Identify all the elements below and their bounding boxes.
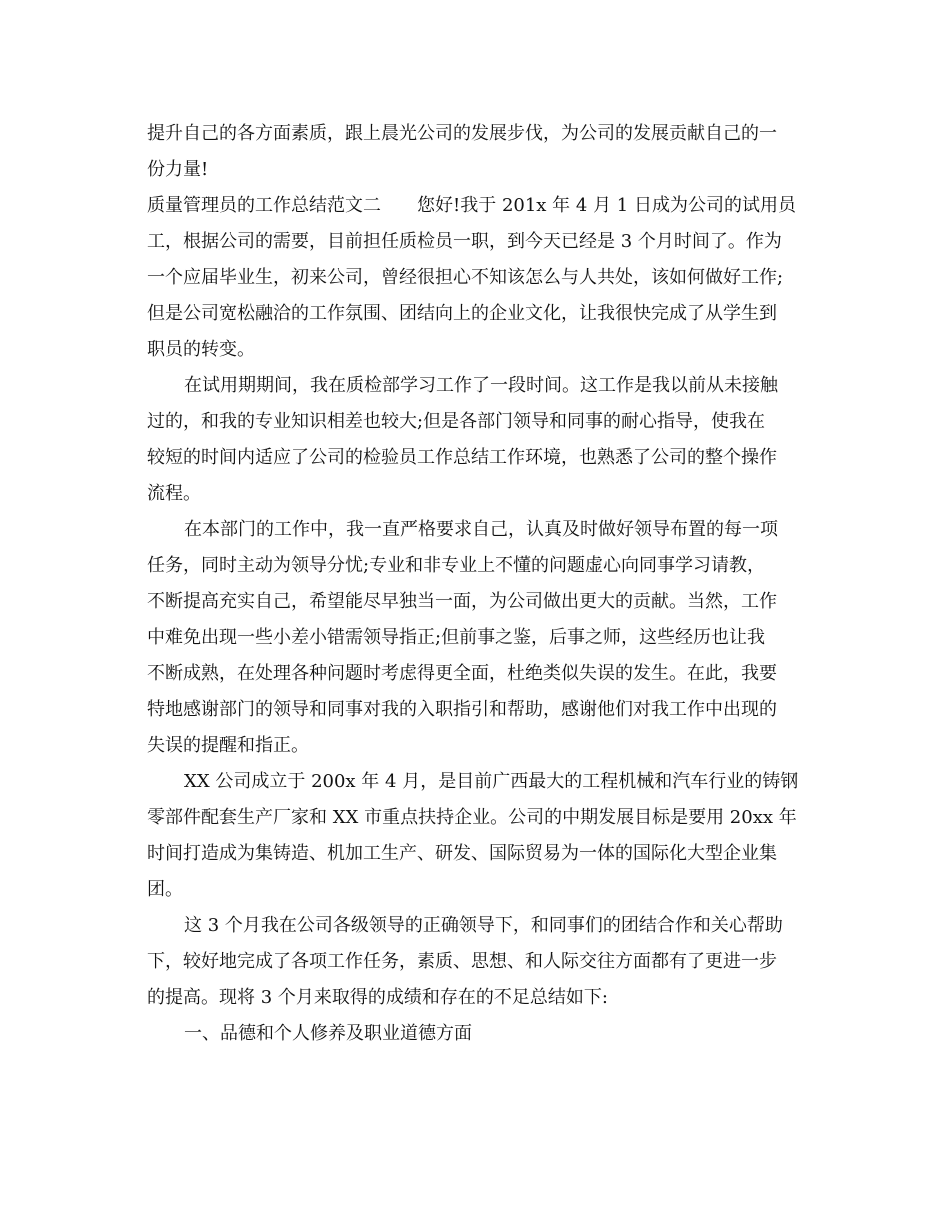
- text-line: 不断成熟，在处理各种问题时考虑得更全面，杜绝类似失误的发生。在此，我要: [147, 663, 777, 684]
- text-line: 流程。: [147, 483, 201, 504]
- text-line: 但是公司宽松融洽的工作氛围、团结向上的企业文化，让我很快完成了从学生到: [147, 303, 777, 324]
- paragraph-start-line: 在本部门的工作中，我一直严格要求自己，认真及时做好领导布置的每一项: [184, 519, 778, 540]
- section-title: 质量管理员的工作总结范文二: [147, 195, 381, 216]
- text-line: 中难免出现一些小差小错需领导指正;但前事之鉴，后事之师，这些经历也让我: [147, 627, 766, 648]
- text-line: 一个应届毕业生，初来公司，曾经很担心不知该怎么与人共处，该如何做好工作;: [147, 267, 784, 288]
- text-line: 的提高。现将 3 个月来取得的成绩和存在的不足总结如下:: [147, 987, 608, 1008]
- text-line: 份力量!: [147, 159, 209, 180]
- text-line: 下，较好地完成了各项工作任务，素质、思想、和人际交往方面都有了更进一步: [147, 951, 777, 972]
- text-line: 团。: [147, 879, 183, 900]
- text-line: 较短的时间内适应了公司的检验员工作总结工作环境，也熟悉了公司的整个操作: [147, 447, 777, 468]
- text-line: 工，根据公司的需要，目前担任质检员一职，到今天已经是 3 个月时间了。作为: [147, 231, 782, 252]
- section-heading: 一、品德和个人修养及职业道德方面: [184, 1023, 472, 1044]
- text-line: 职员的转变。: [147, 339, 255, 360]
- paragraph-start-line: 在试用期期间，我在质检部学习工作了一段时间。这工作是我以前从未接触: [184, 375, 778, 396]
- text-line: 失误的提醒和指正。: [147, 735, 309, 756]
- paragraph-start-line: XX 公司成立于 200x 年 4 月，是目前广西最大的工程机械和汽车行业的铸钢: [184, 771, 799, 792]
- text-line: 提升自己的各方面素质，跟上晨光公司的发展步伐，为公司的发展贡献自己的一: [147, 123, 777, 144]
- text-line: 不断提高充实自己，希望能尽早独当一面，为公司做出更大的贡献。当然，工作: [147, 591, 777, 612]
- document-body: [147, 116, 807, 1052]
- paragraph-start-line: 这 3 个月我在公司各级领导的正确领导下，和同事们的团结合作和关心帮助: [184, 915, 783, 936]
- section-heading-line: [147, 188, 807, 224]
- text-line: 零部件配套生产厂家和 XX 市重点扶持企业。公司的中期发展目标是要用 20xx 年: [147, 807, 797, 828]
- text-line: 过的，和我的专业知识相差也较大;但是各部门领导和同事的耐心指导，使我在: [147, 411, 766, 432]
- text-line-start: 您好!我于 201x 年 4 月 1 日成为公司的试用员: [417, 195, 796, 216]
- text-line: 时间打造成为集铸造、机加工生产、研发、国际贸易为一体的国际化大型企业集: [147, 843, 777, 864]
- text-line: 任务，同时主动为领导分忧;专业和非专业上不懂的问题虚心向同事学习请教，: [147, 555, 766, 576]
- text-line: 特地感谢部门的领导和同事对我的入职指引和帮助，感谢他们对我工作中出现的: [147, 699, 777, 720]
